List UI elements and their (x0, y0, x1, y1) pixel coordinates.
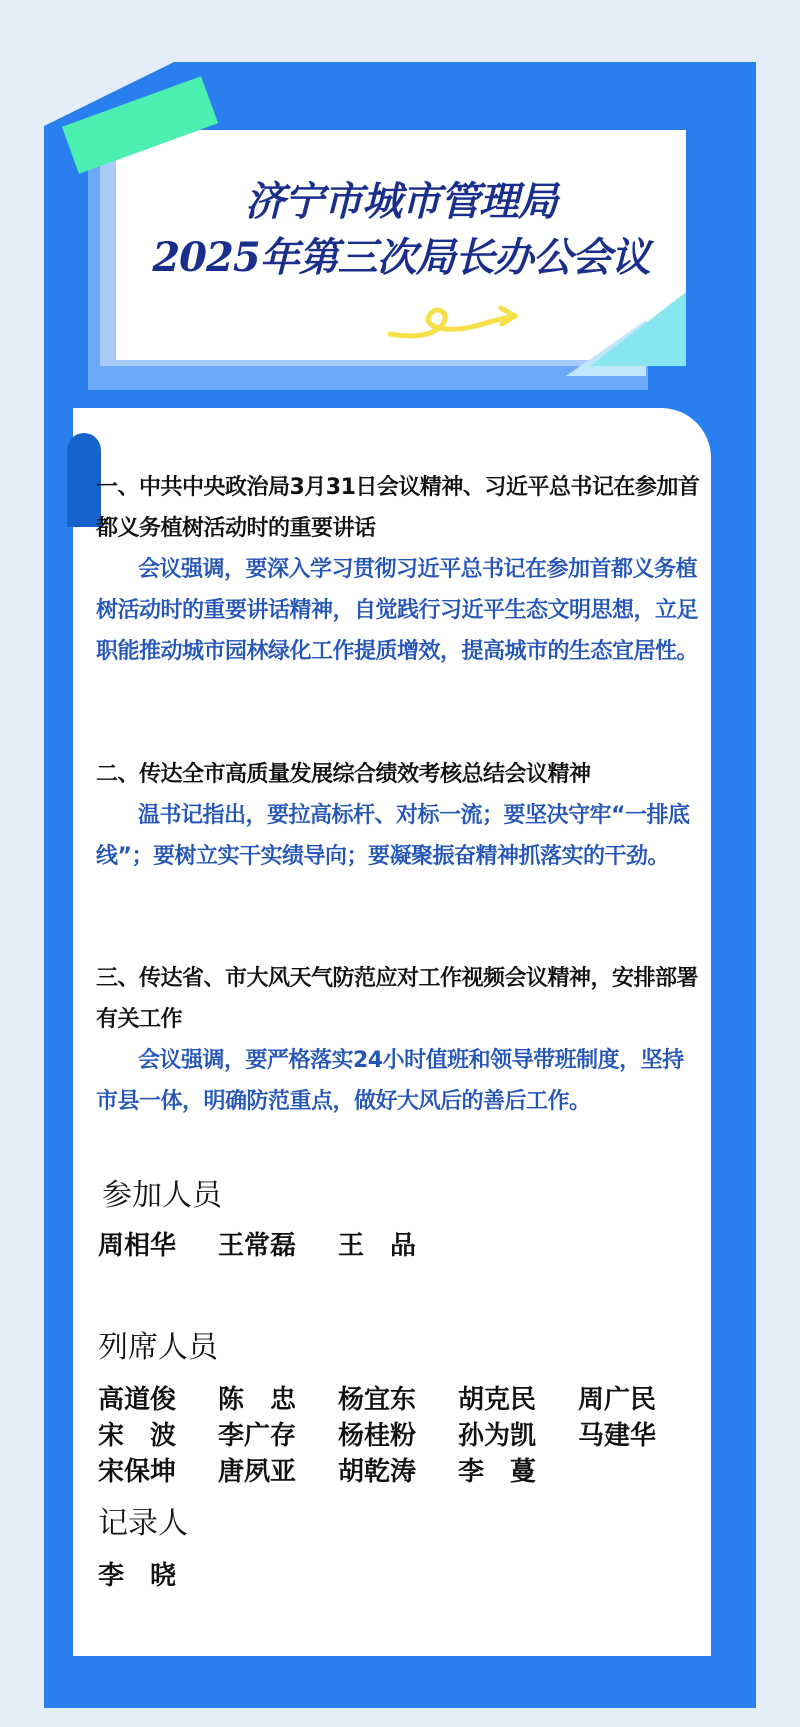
section-3 (96, 958, 700, 1122)
title-line-2: 2025年第三次局长办公会议 (152, 234, 650, 281)
attendees-label-block (102, 1174, 706, 1218)
title-line-1: 济宁市城市管理局 (245, 178, 557, 225)
observer-name: 孙为凯 (458, 1421, 537, 1451)
attendee-name: 王 品 (338, 1231, 417, 1261)
recorder-label: 记录人 (98, 1506, 188, 1541)
observer-name: 李 蔓 (458, 1457, 537, 1487)
section-2 (96, 754, 700, 877)
observer-name: 周广民 (578, 1385, 657, 1415)
attendee-name: 周相华 (98, 1231, 177, 1261)
observers-label-block (98, 1326, 702, 1370)
observer-name: 马建华 (578, 1421, 657, 1451)
section-body: 会议强调，要严格落实24小时值班和领导带班制度，坚持市县一体，明确防范重点，做好大风后的善后工作。 (96, 1048, 684, 1114)
observers-label: 列席人员 (98, 1330, 218, 1365)
attendee-name: 王常磊 (218, 1231, 297, 1261)
observer-name: 宋 波 (98, 1421, 177, 1451)
observer-name: 唐夙亚 (218, 1457, 297, 1487)
section-body: 温书记指出，要拉高标杆、对标一流；要坚决守牢“一排底线”；要树立实干实绩导向；要凝聚振奋精神抓落实的干劲。 (96, 803, 690, 869)
corner-triangle-decoration (590, 292, 686, 366)
section-heading: 二、传达全市高质量发展综合绩效考核总结会议精神 (96, 762, 591, 787)
observer-name: 宋保坤 (98, 1457, 177, 1487)
observer-name: 胡克民 (458, 1385, 537, 1415)
recorder-name: 李 晓 (98, 1561, 177, 1591)
attendees-list (98, 1228, 702, 1264)
section-1 (96, 467, 700, 672)
recorder-label-block (98, 1502, 702, 1546)
observer-name: 高道俊 (98, 1385, 177, 1415)
names-row (98, 1454, 702, 1490)
swirl-arrow-icon (385, 296, 525, 346)
section-heading: 一、中共中央政治局3月31日会议精神、习近平总书记在参加首都义务植树活动时的重要讲话 (96, 475, 700, 541)
names-row (98, 1418, 702, 1454)
observers-list (98, 1382, 702, 1490)
observer-name: 胡乾涛 (338, 1457, 417, 1487)
observer-name: 杨桂粉 (338, 1421, 417, 1451)
attendees-label: 参加人员 (102, 1178, 222, 1213)
names-row (98, 1558, 702, 1594)
names-row (98, 1228, 702, 1264)
recorder-block (98, 1558, 702, 1594)
observer-name: 杨宜东 (338, 1385, 417, 1415)
observer-name: 陈 忠 (218, 1385, 297, 1415)
section-heading: 三、传达省、市大风天气防范应对工作视频会议精神，安排部署有关工作 (96, 966, 699, 1032)
names-row (98, 1382, 702, 1418)
observer-name: 李广存 (218, 1421, 297, 1451)
section-body: 会议强调，要深入学习贯彻习近平总书记在参加首都义务植树活动时的重要讲话精神，自觉践行习近平生态文明思想，立足职能推动城市园林绿化工作提质增效，提高城市的生态宜居性。 (96, 557, 699, 664)
